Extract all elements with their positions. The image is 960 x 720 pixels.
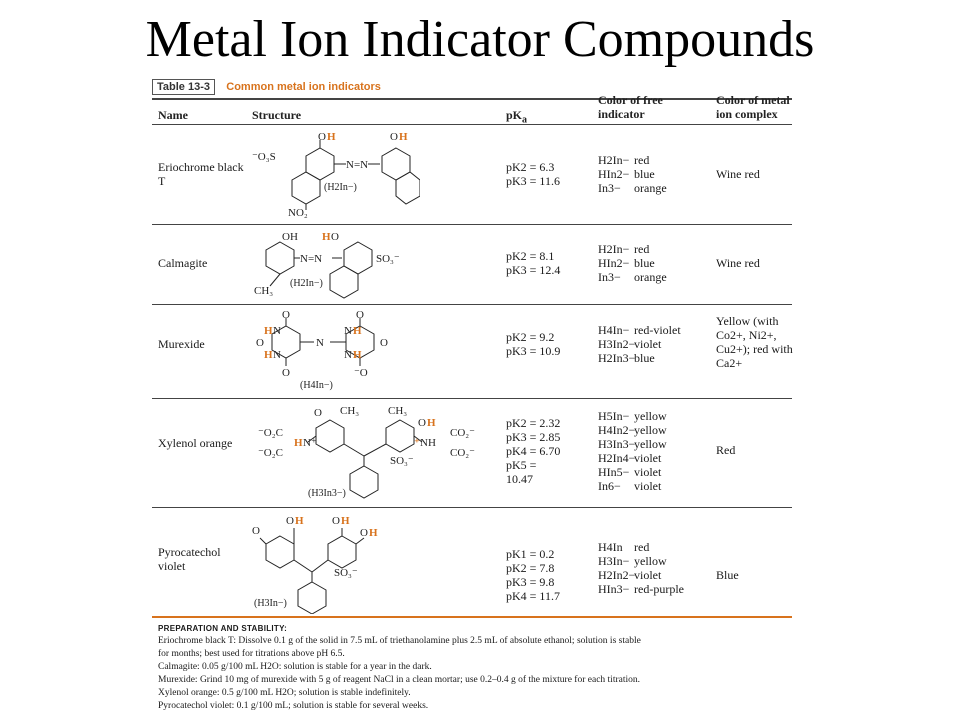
header-free-indicator xyxy=(598,93,663,121)
indicator-color: red xyxy=(634,242,650,256)
header-pka-text: pK xyxy=(506,108,523,122)
svg-text:O: O xyxy=(282,367,290,379)
indicator-color: red xyxy=(634,153,650,167)
svg-text:CH₃: CH₃ xyxy=(388,405,408,417)
complex-color: Yellow (with Co2+, Ni2+, Cu2+); red with Ca2+ xyxy=(716,314,793,370)
indicator-form: H2In2− xyxy=(598,568,636,582)
indicator-form: H2In− xyxy=(598,242,630,256)
svg-text:O: O xyxy=(332,515,340,527)
table-bottom-rule xyxy=(152,616,792,618)
indicator-color: violet xyxy=(634,479,662,493)
svg-text:O: O xyxy=(331,231,339,243)
free-indicator-colors xyxy=(598,323,713,365)
indicator-color: violet xyxy=(634,568,662,582)
notes-title: PREPARATION AND STABILITY: xyxy=(158,624,288,633)
pka-value: pK2 = 9.2 xyxy=(506,330,555,344)
svg-text:O: O xyxy=(256,337,264,349)
svg-text:⁺: ⁺ xyxy=(414,437,420,449)
indicator-color: yellow xyxy=(634,554,667,568)
svg-text:O: O xyxy=(390,131,398,143)
indicator-form: In6− xyxy=(598,479,621,493)
header-complex-line2: ion complex xyxy=(716,107,778,121)
pka-list xyxy=(506,249,586,277)
structure-murexide xyxy=(250,308,420,392)
indicator-form: H3In3− xyxy=(598,437,636,451)
structure-calmagite xyxy=(250,228,420,300)
indicator-color: blue xyxy=(634,256,655,270)
note-line: for months; best used for titrations above pH 6.5. xyxy=(158,649,345,659)
svg-text:H: H xyxy=(341,515,350,527)
indicator-color: yellow xyxy=(634,409,667,423)
indicator-form: HIn3− xyxy=(598,582,630,596)
pka-value: pK3 = 9.8 xyxy=(506,575,555,589)
indicator-form: HIn2− xyxy=(598,256,630,270)
svg-text:SO₃⁻: SO₃⁻ xyxy=(334,567,358,579)
svg-text:O: O xyxy=(380,337,388,349)
indicator-color: violet xyxy=(634,337,662,351)
indicator-form: H5In− xyxy=(598,409,630,423)
indicator-form: H2In4− xyxy=(598,451,636,465)
structure-label: (H2In−) xyxy=(324,182,357,193)
svg-text:N: N xyxy=(273,349,281,361)
indicator-form: H3In− xyxy=(598,554,630,568)
svg-text:H: H xyxy=(264,325,273,337)
svg-text:O: O xyxy=(286,515,294,527)
row-name: Eriochrome black T xyxy=(158,160,244,188)
indicator-form: In3− xyxy=(598,270,621,284)
header-structure: Structure xyxy=(252,108,302,122)
pka-list xyxy=(506,160,586,188)
svg-text:H: H xyxy=(295,515,304,527)
svg-text:H: H xyxy=(327,131,336,143)
table-heading xyxy=(152,78,381,95)
pka-value: pK4 = 6.70 xyxy=(506,444,561,458)
svg-text:CO₂⁻: CO₂⁻ xyxy=(450,427,475,439)
complex-color: Blue xyxy=(716,568,739,582)
indicator-form: HIn5− xyxy=(598,465,630,479)
table-number: Table 13-3 xyxy=(152,79,215,95)
indicator-color: orange xyxy=(634,270,667,284)
svg-text:N: N xyxy=(273,325,281,337)
svg-text:O: O xyxy=(356,309,364,321)
svg-text:N=N: N=N xyxy=(346,159,369,171)
pka-value: pK4 = 11.7 xyxy=(506,589,560,603)
header-rule xyxy=(152,124,792,125)
pka-value: pK5 = xyxy=(506,458,537,472)
svg-text:H: H xyxy=(294,437,303,449)
row-divider xyxy=(152,224,792,225)
preparation-notes xyxy=(158,622,798,713)
header-pka-sub: a xyxy=(522,114,528,126)
indicator-color: orange xyxy=(634,181,667,195)
svg-text:NH: NH xyxy=(420,437,436,449)
pka-list xyxy=(506,416,586,486)
svg-text:H: H xyxy=(427,417,436,429)
complex-color: Wine red xyxy=(716,167,760,181)
pka-value: pK2 = 2.32 xyxy=(506,416,561,430)
pka-list xyxy=(506,547,586,603)
svg-text:O: O xyxy=(282,309,290,321)
svg-text:H: H xyxy=(322,231,331,243)
row-divider xyxy=(152,398,792,399)
structure-label: (H3In3−) xyxy=(308,488,346,499)
indicator-form: H3In2− xyxy=(598,337,636,351)
svg-text:⁻O: ⁻O xyxy=(354,367,368,379)
header-complex-line1: Color of metal xyxy=(716,93,790,107)
svg-text:O: O xyxy=(418,417,426,429)
indicator-color: red-purple xyxy=(634,582,684,596)
row-divider xyxy=(152,304,792,305)
svg-text:H: H xyxy=(264,349,273,361)
free-indicator-colors xyxy=(598,242,713,284)
pka-value: pK3 = 10.9 xyxy=(506,344,561,358)
svg-text:OH: OH xyxy=(282,231,298,243)
indicator-form: H4In− xyxy=(598,323,630,337)
indicator-color: red-violet xyxy=(634,323,681,337)
svg-text:H: H xyxy=(399,131,408,143)
note-line: Pyrocatechol violet: 0.1 g/100 mL; solution is stable for several weeks. xyxy=(158,701,429,711)
structure-label: (H4In−) xyxy=(300,380,333,391)
complex-color: Wine red xyxy=(716,256,760,270)
structure-label: (H2In−) xyxy=(290,278,323,289)
svg-text:SO₃⁻: SO₃⁻ xyxy=(376,253,400,265)
table-caption: Common metal ion indicators xyxy=(226,81,381,93)
svg-text:CH₃: CH₃ xyxy=(340,405,360,417)
svg-text:H: H xyxy=(353,325,362,337)
indicator-form: H2In3− xyxy=(598,351,636,365)
svg-text:N=N: N=N xyxy=(300,253,323,265)
pka-list xyxy=(506,330,586,358)
header-name: Name xyxy=(158,108,188,122)
indicator-color: violet xyxy=(634,451,662,465)
structure-xylenol-orange xyxy=(250,402,490,502)
svg-text:N: N xyxy=(316,337,324,349)
indicator-form: H4In xyxy=(598,540,623,554)
indicator-form: In3− xyxy=(598,181,621,195)
svg-text:H: H xyxy=(353,349,362,361)
svg-text:O: O xyxy=(318,131,326,143)
structure-pyrocatechol-violet xyxy=(250,510,430,614)
row-name: Murexide xyxy=(158,337,205,351)
indicator-color: red xyxy=(634,540,650,554)
complex-color: Red xyxy=(716,443,736,457)
indicator-color: blue xyxy=(634,351,655,365)
indicator-color: yellow xyxy=(634,423,667,437)
pka-value: pK3 = 11.6 xyxy=(506,174,560,188)
header-free-line1: Color of free xyxy=(598,93,663,107)
svg-text:⁻O₃S: ⁻O₃S xyxy=(252,151,276,163)
table-top-rule xyxy=(152,98,792,100)
svg-text:O: O xyxy=(314,407,322,419)
pka-value: 10.47 xyxy=(506,472,533,486)
svg-text:O: O xyxy=(252,525,260,537)
pka-value: pK2 = 7.8 xyxy=(506,561,555,575)
pka-value: pK2 = 8.1 xyxy=(506,249,555,263)
note-line: Calmagite: 0.05 g/100 mL H2O: solution is stable for a year in the dark. xyxy=(158,662,432,672)
svg-text:CH₃: CH₃ xyxy=(254,285,274,297)
row-name: Pyrocatechol violet xyxy=(158,545,221,573)
structure-label: (H3In−) xyxy=(254,598,287,609)
svg-text:⁻O₂C: ⁻O₂C xyxy=(258,447,283,459)
indicator-color: blue xyxy=(634,167,655,181)
note-line: Murexide: Grind 10 mg of murexide with 5 g of reagent NaCl in a clean mortar; use 0.2–0.4 g of the mixture for each titration. xyxy=(158,675,640,685)
svg-text:N: N xyxy=(344,349,352,361)
svg-text:SO₃⁻: SO₃⁻ xyxy=(390,455,414,467)
indicator-color: yellow xyxy=(634,437,667,451)
note-line: Xylenol orange: 0.5 g/100 mL H2O; solution is stable indefinitely. xyxy=(158,688,411,698)
svg-text:N: N xyxy=(344,325,352,337)
pka-value: pK2 = 6.3 xyxy=(506,160,555,174)
svg-text:NO₂: NO₂ xyxy=(288,207,308,219)
indicator-form: H2In− xyxy=(598,153,630,167)
svg-text:O: O xyxy=(360,527,368,539)
free-indicator-colors xyxy=(598,153,713,195)
row-name: Calmagite xyxy=(158,256,208,270)
free-indicator-colors xyxy=(598,540,713,596)
pka-value: pK3 = 12.4 xyxy=(506,263,561,277)
note-line: Eriochrome black T: Dissolve 0.1 g of the solid in 7.5 mL of triethanolamine plus 2.5 mL of absolute ethanol; solution is stable xyxy=(158,636,641,646)
pka-value: pK3 = 2.85 xyxy=(506,430,561,444)
svg-text:CO₂⁻: CO₂⁻ xyxy=(450,447,475,459)
svg-text:N⁺: N⁺ xyxy=(303,437,317,449)
header-metal-complex xyxy=(716,93,790,121)
indicator-form: H4In2− xyxy=(598,423,636,437)
svg-text:H: H xyxy=(369,527,378,539)
indicator-form: HIn2− xyxy=(598,167,630,181)
free-indicator-colors xyxy=(598,409,713,493)
header-free-line2: indicator xyxy=(598,107,645,121)
structure-eriochrome-black-t xyxy=(250,128,420,220)
row-divider xyxy=(152,507,792,508)
svg-text:⁻O₂C: ⁻O₂C xyxy=(258,427,283,439)
row-name: Xylenol orange xyxy=(158,436,233,450)
slide-title: Metal Ion Indicator Compounds xyxy=(145,11,815,68)
pka-value: pK1 = 0.2 xyxy=(506,547,555,561)
indicator-color: violet xyxy=(634,465,662,479)
